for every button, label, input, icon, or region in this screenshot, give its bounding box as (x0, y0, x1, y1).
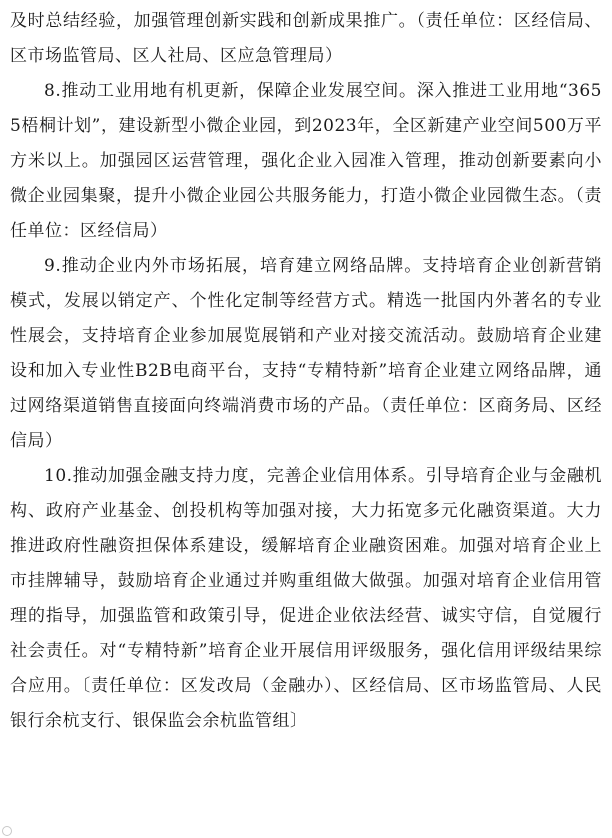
paragraph-item-10: 10.推动加强金融支持力度，完善企业信用体系。引导培育企业与金融机构、政府产业基金、创投机构等加强对接，大力拓宽多元化融资渠道。大力推进政府性融资担保体系建设，缓解培育企业融资困难。加强对培育企业上市挂牌辅导，鼓励培育企业通过并购重组做大做强。加强对培育企业信用管理的指导，加强监管和政策引导，促进企业依法经营、诚实守信，自觉履行社会责任。对“专精特新”培育企业开展信用评级服务，强化信用评级结果综合应用。〔责任单位：区发改局（金融办）、区经信局、区市场监管局、人民银行余杭支行、银保监会余杭监管组〕 (10, 466, 602, 731)
paragraph-continuation: 及时总结经验，加强管理创新实践和创新成果推广。（责任单位：区经信局、区市场监管局、区人社局、区应急管理局） (10, 11, 602, 66)
paragraph-item-9: 9.推动企业内外市场拓展，培育建立网络品牌。支持培育企业创新营销模式，发展以销定产、个性化定制等经营方式。精选一批国内外著名的专业性展会，支持培育企业参加展览展销和产业对接交流活动。鼓励培育企业建设和加入专业性B2B电商平台，支持“专精特新”培育企业建立网络品牌，通过网络渠道销售直接面向终端消费市场的产品。（责任单位：区商务局、区经信局） (10, 256, 602, 451)
watermark-logo-icon (2, 826, 12, 836)
watermark (2, 826, 12, 836)
paragraph-item-8: 8.推动工业用地有机更新，保障企业发展空间。深入推进工业用地“3655梧桐计划”，建设新型小微企业园，到2023年，全区新建产业空间500万平方米以上。加强园区运营管理，强化企业入园准入管理，推动创新要素向小微企业园集聚，提升小微企业园公共服务能力，打造小微企业园微生态。（责任单位：区经信局） (10, 81, 602, 241)
